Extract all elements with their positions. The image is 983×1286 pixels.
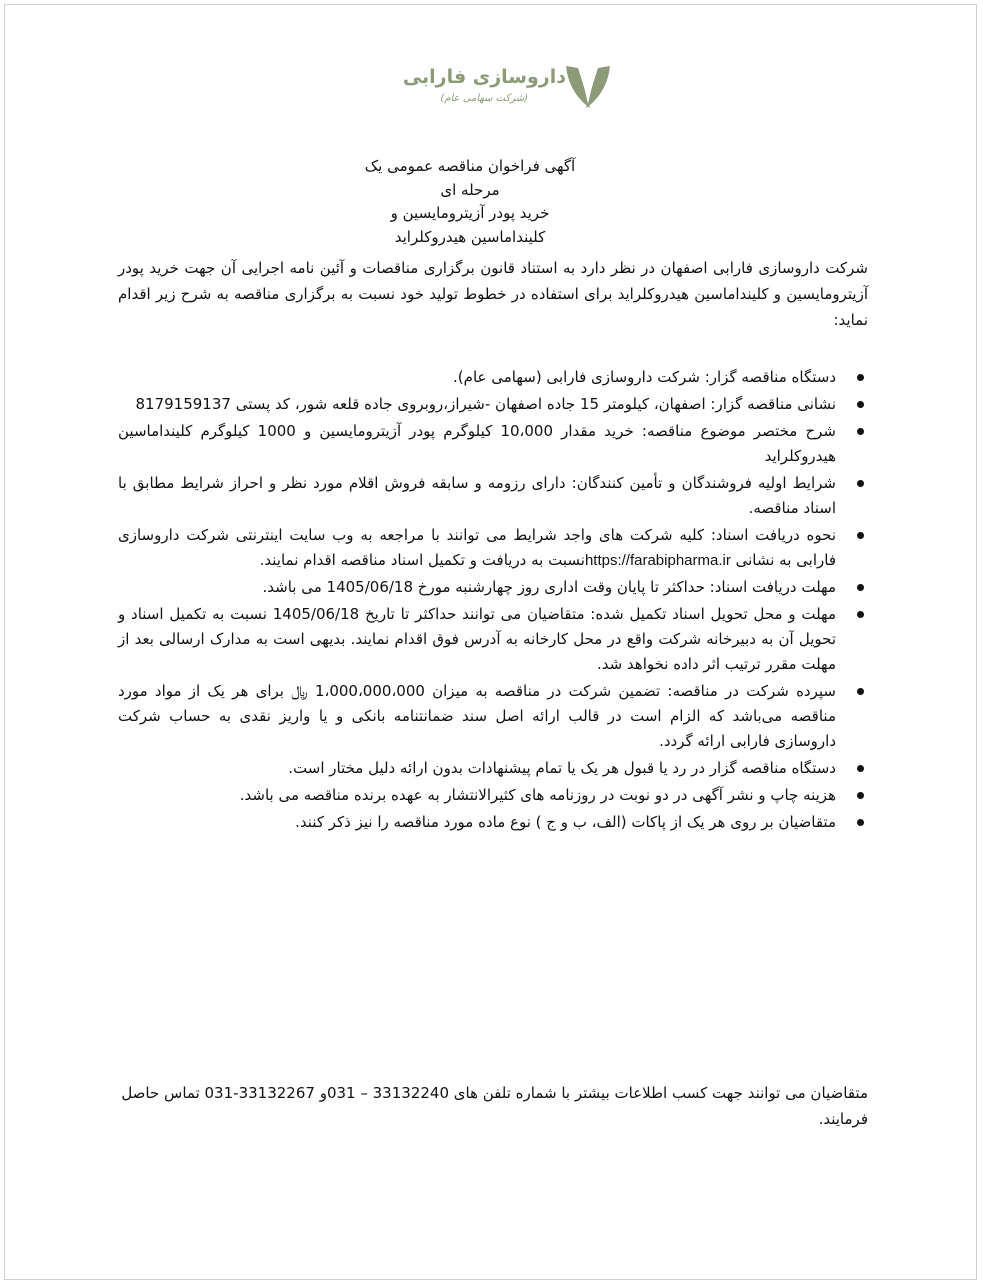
bullet-icon <box>857 765 864 772</box>
bullet-icon <box>857 401 864 408</box>
list-item-text: نسبت به دریافت و تکمیل اسناد مناقصه اقدام نمایند. <box>259 551 585 569</box>
bullet-icon <box>857 611 864 618</box>
bullet-icon <box>857 374 864 381</box>
conditions-list <box>118 365 868 837</box>
website-link[interactable]: https://farabipharma.ir <box>584 552 731 569</box>
bullet-icon <box>857 480 864 487</box>
logo-subtitle: (شرکت سهامی عام) <box>440 93 528 104</box>
bullet-icon <box>857 792 864 799</box>
list-item <box>118 419 868 469</box>
list-item-documents <box>118 523 868 573</box>
list-item <box>118 365 868 390</box>
title-line-3: خرید پودر آزیترومایسین و <box>390 204 550 222</box>
list-item-text: متقاضیان بر روی هر یک از پاکات (الف، ب و ج ) نوع ماده مورد مناقصه را نیز ذکر کنند. <box>295 813 836 831</box>
title-line-4: کلینداماسین هیدروکلراید <box>394 227 546 246</box>
list-item <box>118 602 868 677</box>
farabi-logo-mark-icon <box>562 64 614 112</box>
list-item-text: مهلت دریافت اسناد: حداکثر تا پایان وقت اداری روز چهارشنبه مورخ 1405/06/18 می باشد. <box>262 578 836 596</box>
bullet-icon <box>857 532 864 539</box>
intro-paragraph: شرکت داروسازی فارابی اصفهان در نظر دارد به استناد قانون برگزاری مناقصات و آئین نامه اجرایی آن جهت خرید پودر آزیترومایسین و کلینداماسین هیدروکلراید برای استفاده در خطوط تولید خود نسبت به برگزاری مناقصه به شرح زیر اقدام نماید: <box>118 259 868 329</box>
list-item-text: شرایط اولیه فروشندگان و تأمین کنندگان: دارای رزومه و سابقه فروش اقلام مورد نظر و احراز شرایط مطابق با اسناد مناقصه. <box>118 474 836 517</box>
list-item <box>118 756 868 781</box>
bullet-icon <box>857 819 864 826</box>
list-item-text: دستگاه مناقصه گزار: شرکت داروسازی فارابی (سهامی عام). <box>453 368 836 386</box>
title-line-1: آگهی فراخوان مناقصه عمومی یک <box>364 157 576 175</box>
logo-name: داروسازی فارابی <box>402 66 566 88</box>
list-item <box>118 575 868 600</box>
list-item-text: هزینه چاپ و نشر آگهی در دو نوبت در روزنامه های کثیرالانتشار به عهده برنده مناقصه می باشد. <box>239 786 836 804</box>
list-item <box>118 810 868 835</box>
company-logo <box>402 60 620 120</box>
bullet-icon <box>857 688 864 695</box>
contact-footer: متقاضیان می توانند جهت کسب اطلاعات بیشتر با شماره تلفن های 33132240 – 031و 33132267-031 تماس حاصل فرمایند. <box>121 1084 868 1128</box>
notice-title <box>290 155 650 249</box>
list-item <box>118 783 868 808</box>
list-item-text: نشانی مناقصه گزار: اصفهان، کیلومتر 15 جاده اصفهان -شیراز،روبروی جاده قلعه شور، کد پستی 8179159137 <box>135 395 836 413</box>
bullet-icon <box>857 584 864 591</box>
list-item-text: مهلت و محل تحویل اسناد تکمیل شده: متقاضیان می توانند حداکثر تا تاریخ 1405/06/18 نسبت به تکمیل اسناد و تحویل آن به دبیرخانه شرکت واقع در محل کارخانه به آدرس فوق اقدام نمایند. بدیهی است به مدارک ارسالی بعد از مهلت مقرر ترتیب اثر داده نخواهد شد. <box>118 605 836 673</box>
bullet-icon <box>857 428 864 435</box>
list-item-text: نحوه دریافت اسناد: کلیه شرکت های واجد شرایط می توانند با مراجعه به وب سایت اینترنتی شرکت داروسازی فارابی به نشانی <box>118 526 836 569</box>
list-item-text: شرح مختصر موضوع مناقصه: خرید مقدار 10،000 کیلوگرم پودر آزیترومایسین و 1000 کیلوگرم کلینداماسین هیدروکلراید <box>118 422 836 465</box>
list-item-text: سپرده شرکت در مناقصه: تضمین شرکت در مناقصه به میزان 1،000،000،000 ﷼ برای هر یک از مواد مورد مناقصه می‌باشد که الزام است در قالب ارائه اصل سند ضمانتنامه بانکی و یا واریز نقدی به حساب شرکت داروسازی فارابی ارائه گردد. <box>118 682 836 750</box>
list-item <box>118 392 868 417</box>
list-item-text: دستگاه مناقصه گزار در رد یا قبول هر یک یا تمام پیشنهادات بدون ارائه دلیل مختار است. <box>288 759 836 777</box>
list-item <box>118 471 868 521</box>
list-item <box>118 679 868 754</box>
title-line-2: مرحله ای <box>440 180 500 199</box>
